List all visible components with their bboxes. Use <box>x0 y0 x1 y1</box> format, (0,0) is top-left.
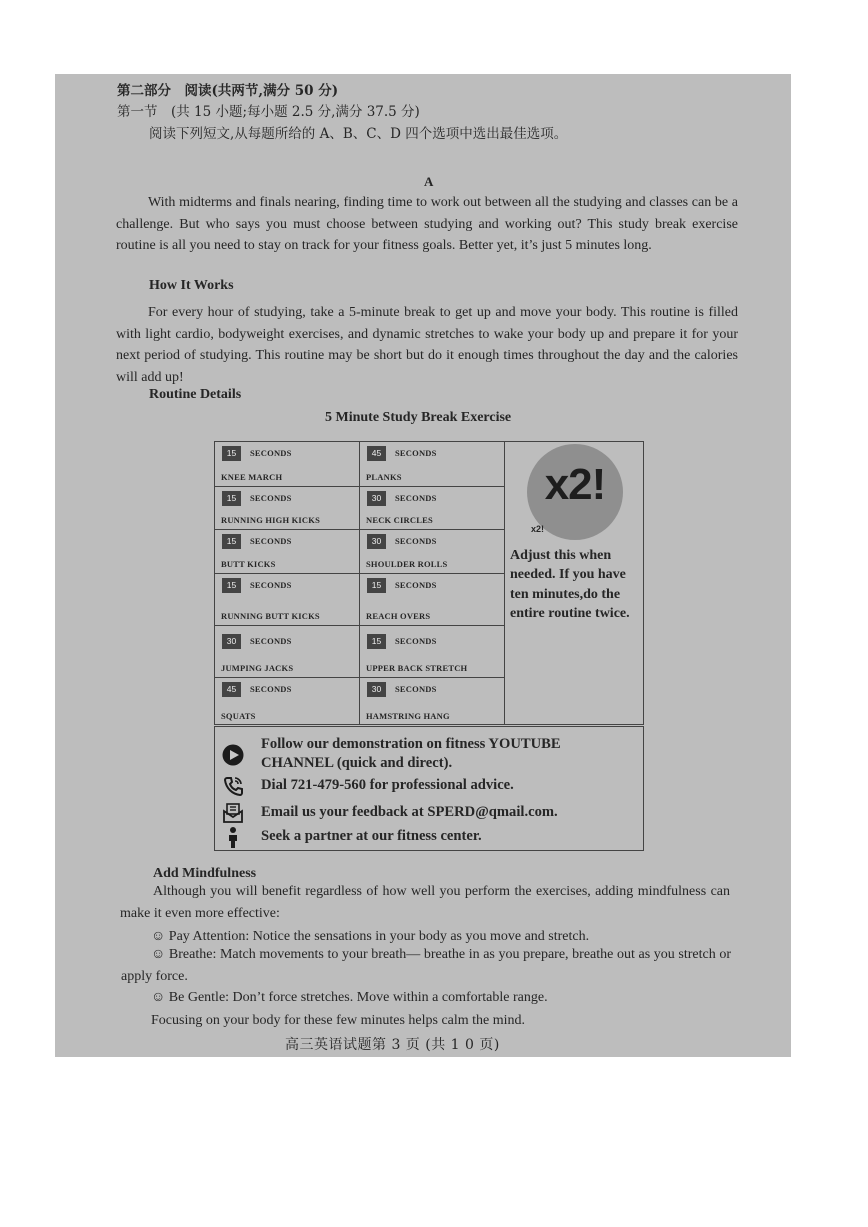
seconds-badge: 30 <box>367 534 386 549</box>
seconds-label: SECONDS <box>395 580 437 590</box>
seconds-label: SECONDS <box>395 536 437 546</box>
exercise-name: PLANKS <box>366 472 402 482</box>
passage-letter: A <box>424 174 434 189</box>
seconds-badge: 30 <box>222 634 241 649</box>
seconds-label: SECONDS <box>250 536 292 546</box>
exercise-name: HAMSTRING HANG <box>366 711 450 721</box>
exercise-name: RUNNING HIGH KICKS <box>221 515 321 525</box>
seconds-badge: 15 <box>367 578 386 593</box>
contact-youtube-text: Follow our demonstration on fitness YOUTUBE CHANNEL (quick and direct). <box>261 736 561 771</box>
seconds-label: SECONDS <box>395 493 437 503</box>
exercise-name: NECK CIRCLES <box>366 515 433 525</box>
part-heading: 第二部分 阅读(共两节,满分 50 分) <box>117 83 339 99</box>
repeat-badge-text: x2! <box>544 460 606 509</box>
exercise-cell <box>360 442 505 487</box>
seconds-badge: 30 <box>367 682 386 697</box>
exercise-name: SHOULDER ROLLS <box>366 559 448 569</box>
seconds-badge: 45 <box>367 446 386 461</box>
seconds-badge: 15 <box>222 491 241 506</box>
exercise-name: BUTT KICKS <box>221 559 276 569</box>
adjust-note: Adjust this when needed. If you have ten minutes,do the entire routine twice. <box>510 548 630 621</box>
contact-phone-text: Dial 721-479-560 for professional advice. <box>261 777 514 793</box>
seconds-label: SECONDS <box>250 580 292 590</box>
exercise-cell <box>215 574 360 626</box>
page-footer: 高三英语试题第 3 页 (共 1 0 页) <box>285 1037 500 1053</box>
seconds-label: SECONDS <box>395 448 437 458</box>
exercise-name: KNEE MARCH <box>221 472 283 482</box>
exercise-cell <box>360 678 505 725</box>
contact-partner-text: Seek a partner at our fitness center. <box>261 828 482 844</box>
seconds-label: SECONDS <box>250 636 292 646</box>
contact-email-text: Email us your feedback at SPERD@qmail.com. <box>261 804 558 820</box>
exercise-cell <box>360 530 505 574</box>
seconds-badge: 15 <box>222 446 241 461</box>
exercise-cell <box>360 626 505 678</box>
exercise-name: UPPER BACK STRETCH <box>366 663 468 673</box>
exercise-cell <box>215 530 360 574</box>
repeat-badge-caption: x2! <box>531 524 545 534</box>
person-icon <box>222 826 244 848</box>
seconds-label: SECONDS <box>395 636 437 646</box>
closing-line: Focusing on your body for these few minutes helps calm the mind. <box>151 1013 526 1028</box>
exercise-name: SQUATS <box>221 711 256 721</box>
exercise-name: REACH OVERS <box>366 611 431 621</box>
add-mindfulness-heading: Add Mindfulness <box>153 866 257 881</box>
exercise-name: RUNNING BUTT KICKS <box>221 611 320 621</box>
routine-details-heading: Routine Details <box>149 387 242 402</box>
seconds-badge: 15 <box>222 534 241 549</box>
seconds-badge: 15 <box>222 578 241 593</box>
seconds-label: SECONDS <box>395 684 437 694</box>
play-icon <box>222 744 244 766</box>
exercise-cell <box>360 487 505 530</box>
tip-breathe: ☺ Breathe: Match movements to your breath— breathe in as you prepare, breathe out as you stretch or apply force. <box>121 947 731 984</box>
seconds-label: SECONDS <box>250 684 292 694</box>
how-it-works-heading: How It Works <box>149 278 234 293</box>
seconds-badge: 15 <box>367 634 386 649</box>
exercise-cell <box>215 626 360 678</box>
exercise-cell <box>360 574 505 626</box>
tip-be-gentle: ☺ Be Gentle: Don’t force stretches. Move within a comfortable range. <box>151 990 548 1005</box>
mindfulness-intro: Although you will benefit regardless of how well you perform the exercises, adding mindfulness can make it even more effective: <box>120 884 730 921</box>
instruction: 阅读下列短文,从每题所给的 A、B、C、D 四个选项中选出最佳选项。 <box>149 126 568 142</box>
section-heading: 第一节 (共 15 小题;每小题 2.5 分,满分 37.5 分) <box>117 104 420 120</box>
exercise-name: JUMPING JACKS <box>221 663 294 673</box>
tip-pay-attention: ☺ Pay Attention: Notice the sensations in your body as you move and stretch. <box>151 929 590 944</box>
exercise-cell <box>215 442 360 487</box>
intro-paragraph: With midterms and finals nearing, finding time to work out between all the studying and classes can be a challenge. But who says you must choose between studying and working out? This study break exercise routine is all you need to stay on track for your fitness goals. Better yet, it’s just 5 minutes long. <box>116 195 738 253</box>
email-icon <box>222 802 244 824</box>
seconds-badge: 30 <box>367 491 386 506</box>
routine-title: 5 Minute Study Break Exercise <box>325 410 512 425</box>
how-it-works-paragraph: For every hour of studying, take a 5-minute break to get up and move your body. This routine is filled with light cardio, bodyweight exercises, and dynamic stretches to wake your body up and prepare it for your next period of studying. This routine may be short but do it enough times throughout the day and the calories will add up! <box>116 305 738 385</box>
exercise-cell <box>215 487 360 530</box>
seconds-badge: 45 <box>222 682 241 697</box>
contact-box <box>214 726 644 851</box>
phone-icon <box>222 775 244 797</box>
seconds-label: SECONDS <box>250 493 292 503</box>
exercise-cell <box>215 678 360 725</box>
seconds-label: SECONDS <box>250 448 292 458</box>
